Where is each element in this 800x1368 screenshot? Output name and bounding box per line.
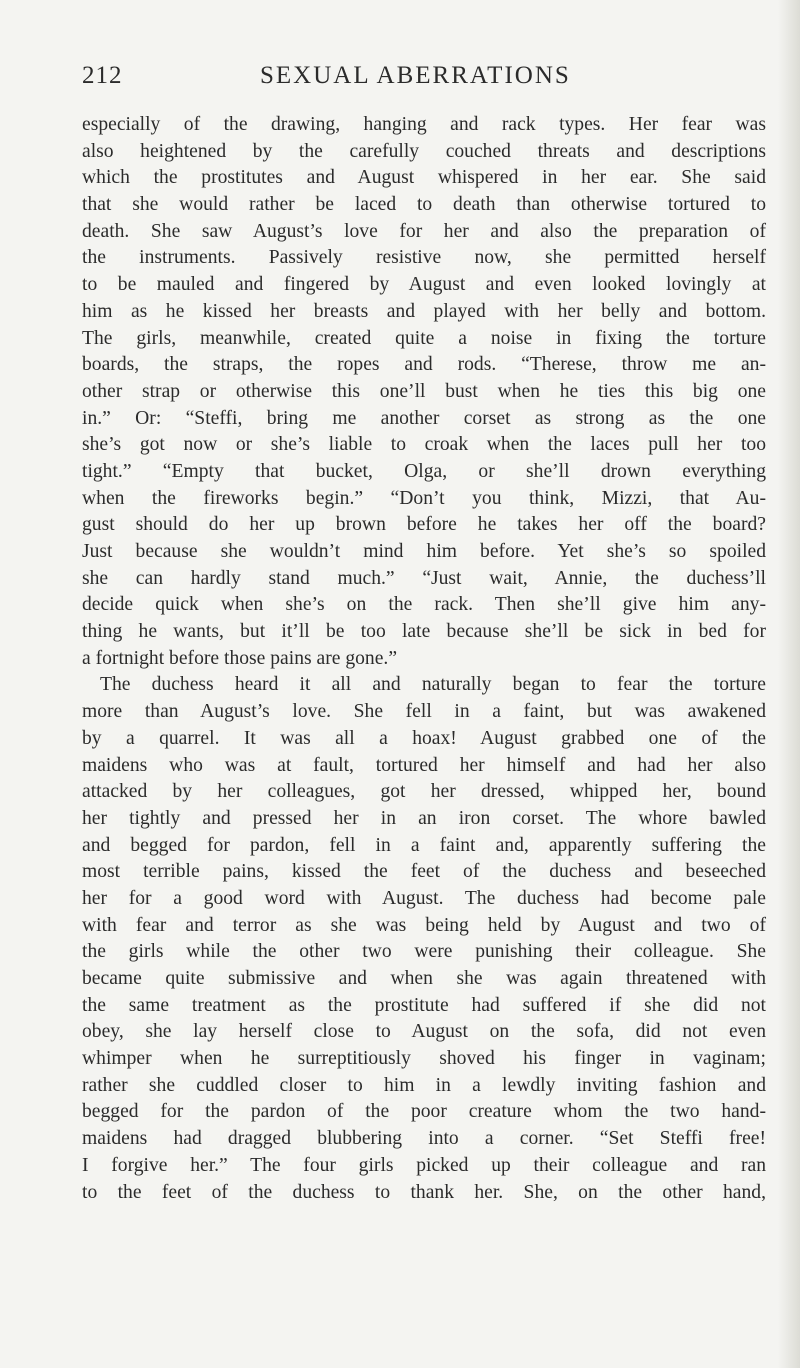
text-line: in.” Or: “Steffi, bring me another corset as strong as the one bbox=[82, 407, 766, 429]
text-line: obey, she lay herself close to August on the sofa, did not even bbox=[82, 1021, 766, 1043]
text-line: other strap or otherwise this one’ll bust when he ties this big one bbox=[82, 380, 766, 402]
text-line: she can hardly stand much.” “Just wait, Annie, the duchess’ll bbox=[82, 567, 766, 589]
text-line: her tightly and pressed her in an iron corset. The whore bawled bbox=[82, 807, 766, 829]
text-line: begged for the pardon of the poor creature whom the two hand- bbox=[82, 1101, 766, 1123]
text-line: whimper when he surreptitiously shoved his finger in vaginam; bbox=[82, 1048, 766, 1070]
text-line: attacked by her colleagues, got her dressed, whipped her, bound bbox=[82, 781, 766, 803]
text-line: maidens had dragged blubbering into a corner. “Set Steffi free! bbox=[82, 1128, 766, 1150]
text-line: Just because she wouldn’t mind him before. Yet she’s so spoiled bbox=[82, 541, 766, 562]
text-line: to be mauled and fingered by August and even looked lovingly at bbox=[82, 274, 766, 296]
text-line: decide quick when she’s on the rack. Then she’ll give him any- bbox=[82, 594, 766, 616]
paragraph-first-line: The duchess heard it all and naturally began to fear the torture bbox=[100, 674, 766, 696]
text-line: with fear and terror as she was being held by August and two of bbox=[82, 914, 766, 936]
running-title: SEXUAL ABERRATIONS bbox=[260, 62, 571, 89]
text-line: the instruments. Passively resistive now, she permitted herself bbox=[82, 247, 766, 269]
text-line: and begged for pardon, fell in a faint and, apparently suffering the bbox=[82, 834, 766, 856]
text-line: a fortnight before those pains are gone.” bbox=[82, 647, 398, 669]
text-line: her for a good word with August. The duchess had become pale bbox=[82, 887, 766, 909]
text-line: when the fireworks begin.” “Don’t you think, Mizzi, that Au- bbox=[82, 487, 766, 509]
text-line: by a quarrel. It was all a hoax! August grabbed one of the bbox=[82, 727, 766, 749]
page-number: 212 bbox=[82, 62, 123, 89]
text-line: boards, the straps, the ropes and rods. “Therese, throw me an- bbox=[82, 354, 766, 376]
text-line: death. She saw August’s love for her and also the preparation of bbox=[82, 220, 766, 242]
text-line: thing he wants, but it’ll be too late because she’ll be sick in bed for bbox=[82, 621, 766, 643]
page-edge-shadow bbox=[778, 0, 800, 1368]
text-line: gust should do her up brown before he takes her off the board? bbox=[82, 514, 766, 536]
text-line: tight.” “Empty that bucket, Olga, or she’ll drown everything bbox=[82, 460, 766, 482]
text-line: the girls while the other two were punishing their colleague. She bbox=[82, 941, 766, 963]
text-line: rather she cuddled closer to him in a lewdly inviting fashion and bbox=[82, 1074, 766, 1096]
text-line: became quite submissive and when she was again threatened with bbox=[82, 968, 766, 989]
text-line: I forgive her.” The four girls picked up their colleague and ran bbox=[82, 1154, 766, 1176]
text-line: to the feet of the duchess to thank her. She, on the other hand, bbox=[82, 1181, 766, 1203]
text-line: she’s got now or she’s liable to croak when the laces pull her too bbox=[82, 434, 766, 456]
text-line: most terrible pains, kissed the feet of the duchess and beseeched bbox=[82, 861, 766, 883]
text-line: maidens who was at fault, tortured her himself and had her also bbox=[82, 754, 766, 776]
text-line: The girls, meanwhile, created quite a noise in fixing the torture bbox=[82, 327, 766, 349]
text-line: that she would rather be laced to death than otherwise tortured to bbox=[82, 194, 766, 216]
body-text bbox=[82, 112, 766, 1206]
text-line: which the prostitutes and August whispered in her ear. She said bbox=[82, 167, 766, 189]
text-line: the same treatment as the prostitute had suffered if she did not bbox=[82, 994, 766, 1016]
text-line: more than August’s love. She fell in a faint, but was awakened bbox=[82, 701, 766, 723]
text-line: also heightened by the carefully couched threats and descriptions bbox=[82, 140, 766, 162]
text-line: especially of the drawing, hanging and rack types. Her fear was bbox=[82, 114, 766, 135]
running-head bbox=[82, 62, 722, 98]
text-line: him as he kissed her breasts and played with her belly and bottom. bbox=[82, 300, 766, 322]
